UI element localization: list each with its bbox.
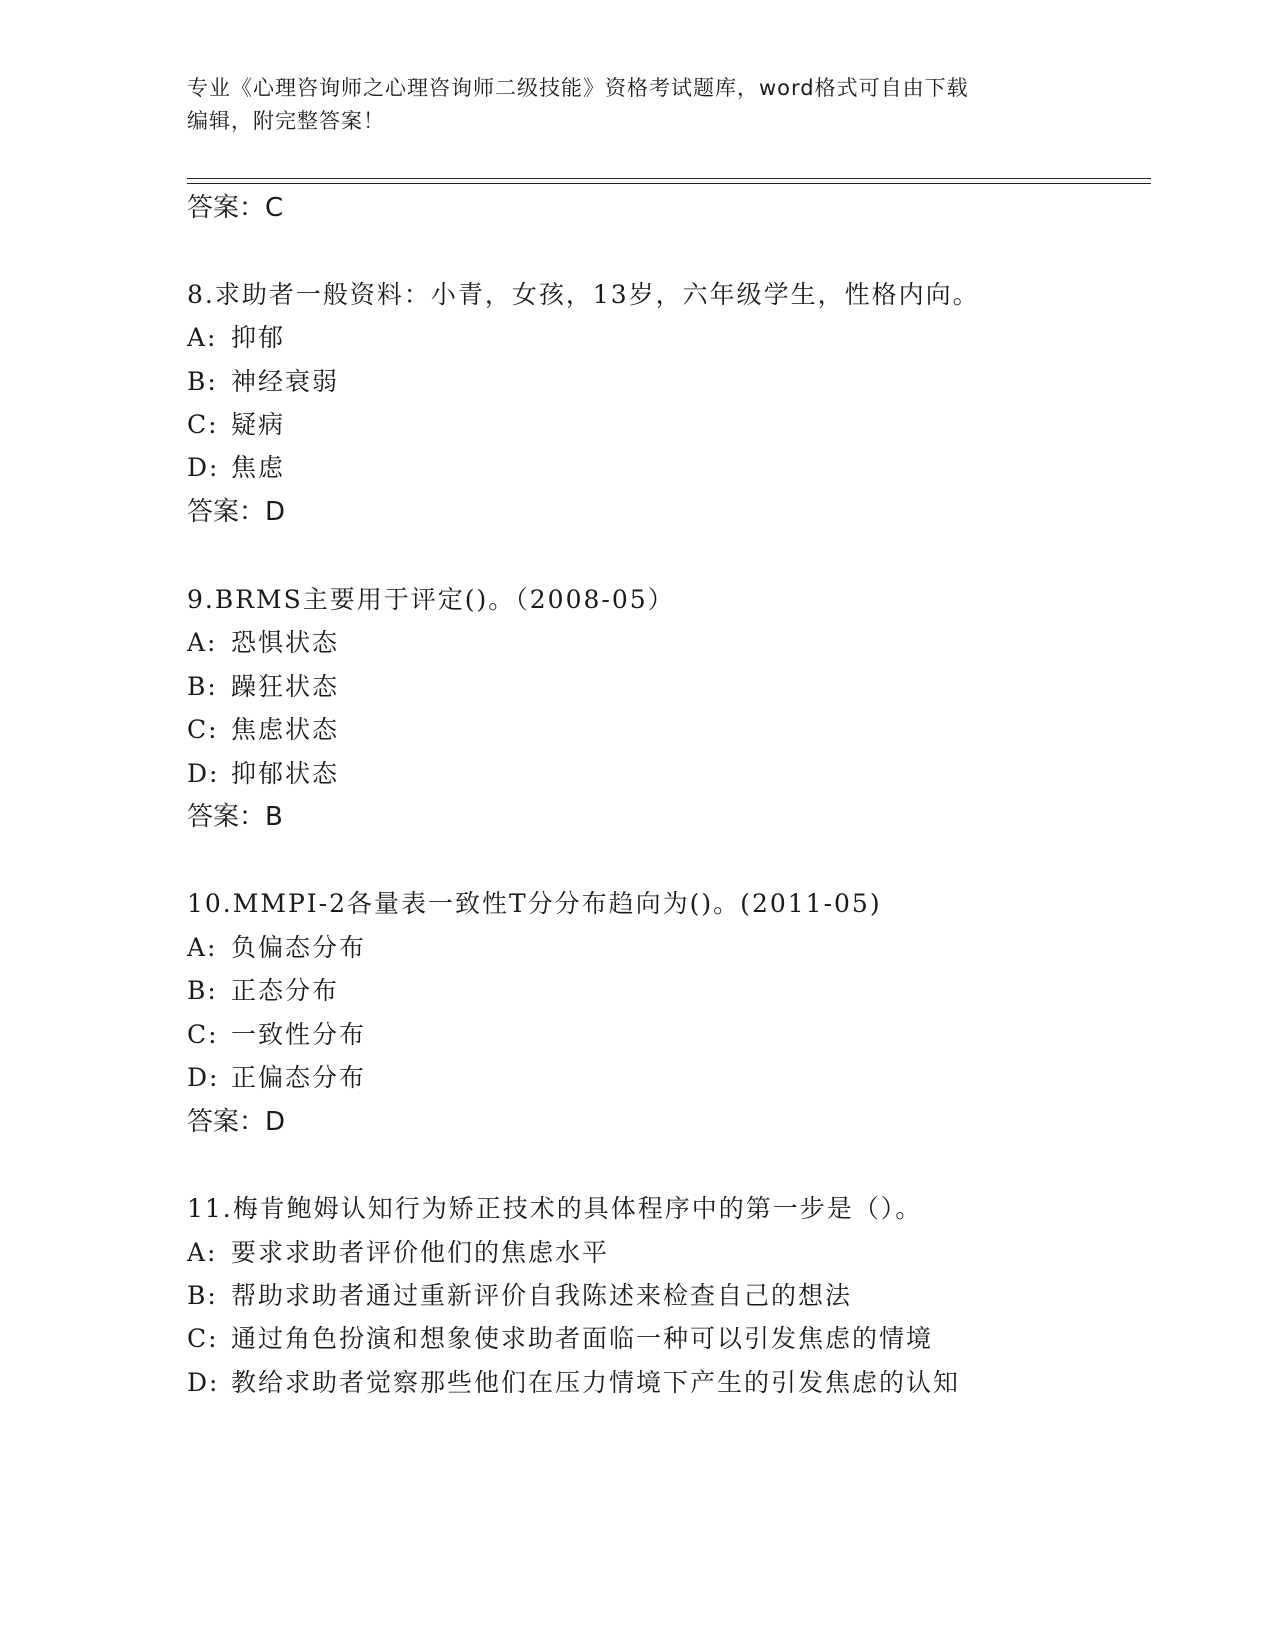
header-line-1: 专业《心理咨询师之心理咨询师二级技能》资格考试题库，word格式可自由下载 <box>187 76 969 100</box>
option-label: D: <box>187 453 220 482</box>
question-stem: 9.BRMS主要用于评定()。（2008-05） <box>187 585 675 614</box>
option-d <box>187 758 339 790</box>
question-stem: 8.求助者一般资料：小青，女孩，13岁，六年级学生，性格内向。 <box>187 280 980 309</box>
option-text: 一致性分布 <box>231 1020 367 1049</box>
question-stem: 10.MMPI-2各量表一致性T分分布趋向为()。(2011-05) <box>187 889 882 918</box>
option-label: A: <box>187 1238 218 1267</box>
option-text: 帮助求助者通过重新评价自我陈述来检查自己的想法 <box>231 1281 853 1310</box>
option-b <box>187 671 339 703</box>
option-text: 正态分布 <box>231 976 340 1005</box>
option-text: 焦虑状态 <box>231 715 340 744</box>
option-label: B: <box>187 672 218 701</box>
option-a <box>187 322 285 354</box>
option-label: A: <box>187 323 218 352</box>
option-text: 通过角色扮演和想象使求助者面临一种可以引发焦虑的情境 <box>231 1324 934 1353</box>
option-b <box>187 1280 852 1312</box>
option-text: 躁狂状态 <box>231 672 340 701</box>
option-label: D: <box>187 1368 220 1397</box>
header-line-2: 编辑，附完整答案！ <box>187 109 385 133</box>
question-stem: 11.梅肯鲍姆认知行为矫正技术的具体程序中的第一步是（）。 <box>187 1194 923 1223</box>
option-label: C: <box>187 715 219 744</box>
option-a <box>187 627 339 659</box>
option-text: 教给求助者觉察那些他们在压力情境下产生的引发焦虑的认知 <box>231 1368 961 1397</box>
option-label: C: <box>187 1324 219 1353</box>
option-label: B: <box>187 976 218 1005</box>
option-c <box>187 409 285 441</box>
option-c <box>187 1019 366 1051</box>
option-text: 疑病 <box>231 410 286 439</box>
option-a <box>187 1237 609 1269</box>
option-text: 抑郁状态 <box>231 759 340 788</box>
answer-line: 答案：B <box>187 802 283 832</box>
option-text: 负偏态分布 <box>231 933 367 962</box>
option-label: D: <box>187 759 220 788</box>
option-label: C: <box>187 1020 219 1049</box>
option-text: 正偏态分布 <box>231 1063 367 1092</box>
option-label: D: <box>187 1063 220 1092</box>
option-a <box>187 932 366 964</box>
option-text: 神经衰弱 <box>231 367 340 396</box>
option-text: 要求求助者评价他们的焦虑水平 <box>231 1238 610 1267</box>
option-text: 抑郁 <box>231 323 286 352</box>
option-b <box>187 366 339 398</box>
option-d <box>187 1367 960 1399</box>
document-header <box>187 72 1087 138</box>
answer-line: 答案：C <box>187 193 284 223</box>
option-label: B: <box>187 1281 218 1310</box>
option-d <box>187 452 285 484</box>
option-c <box>187 714 339 746</box>
option-text: 焦虑 <box>231 453 286 482</box>
header-divider-bottom <box>187 183 1151 184</box>
answer-line: 答案：D <box>187 1107 286 1137</box>
option-label: C: <box>187 410 219 439</box>
option-c <box>187 1323 933 1355</box>
header-divider-top <box>187 178 1151 179</box>
option-label: A: <box>187 628 218 657</box>
option-b <box>187 975 339 1007</box>
option-label: A: <box>187 933 218 962</box>
option-text: 恐惧状态 <box>231 628 340 657</box>
option-d <box>187 1062 366 1094</box>
answer-line: 答案：D <box>187 497 286 527</box>
option-label: B: <box>187 367 218 396</box>
